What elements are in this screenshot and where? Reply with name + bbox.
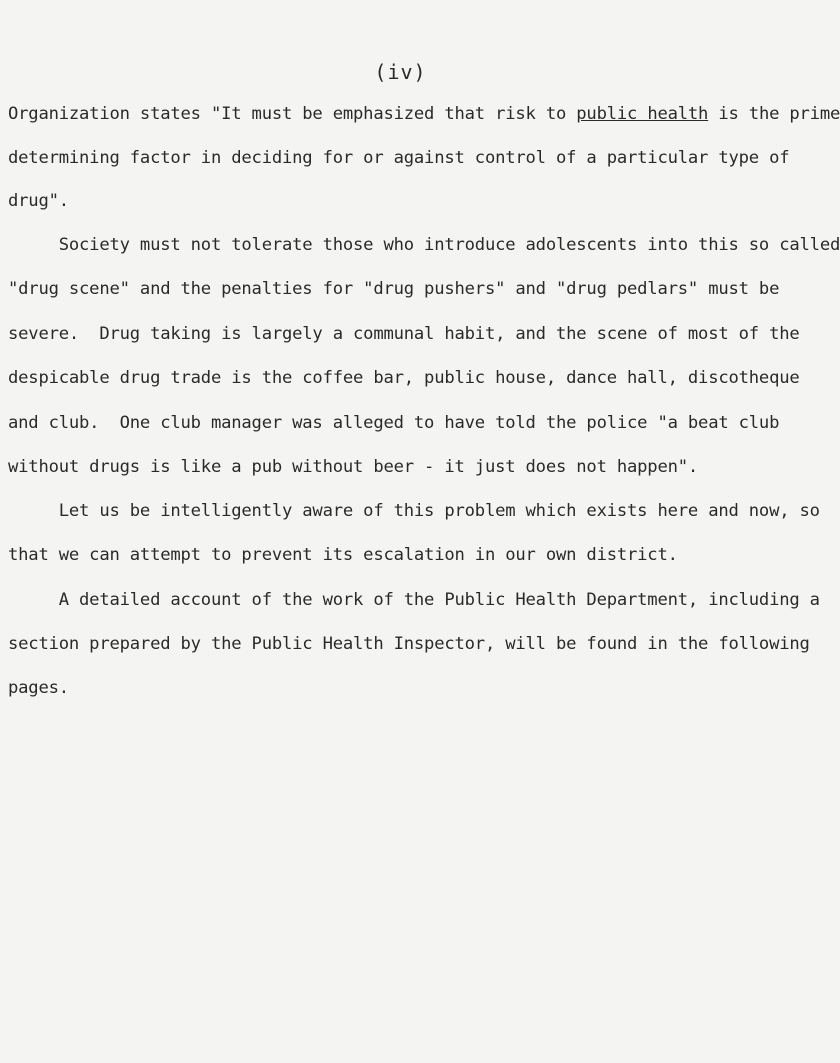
text-line: that we can attempt to prevent its escalation in our own district. — [8, 545, 678, 565]
text-line: drug". — [8, 191, 69, 211]
text-line: pages. — [8, 678, 69, 698]
text-line: despicable drug trade is the coffee bar, public house, dance hall, discotheque — [8, 368, 800, 388]
text-line: "drug scene" and the penalties for "drug pushers" and "drug pedlars" must be — [8, 279, 780, 299]
text-line: severe. Drug taking is largely a communal habit, and the scene of most of the — [8, 324, 800, 344]
text-line: and club. One club manager was alleged to have told the police "a beat club — [8, 413, 780, 433]
text-line: section prepared by the Public Health Inspector, will be found in the following — [8, 634, 810, 654]
text-line: A detailed account of the work of the Public Health Department, including a — [8, 590, 820, 610]
page-number: (iv) — [374, 60, 427, 84]
text-line: without drugs is like a pub without beer - it just does not happen". — [8, 457, 699, 477]
text-line: Organization states "It must be emphasized that risk to public health is the prime — [8, 104, 840, 124]
text-line: Society must not tolerate those who introduce adolescents into this so called — [8, 235, 840, 255]
text-line: Let us be intelligently aware of this problem which exists here and now, so — [8, 501, 820, 521]
text-line: determining factor in deciding for or against control of a particular type of — [8, 148, 790, 168]
